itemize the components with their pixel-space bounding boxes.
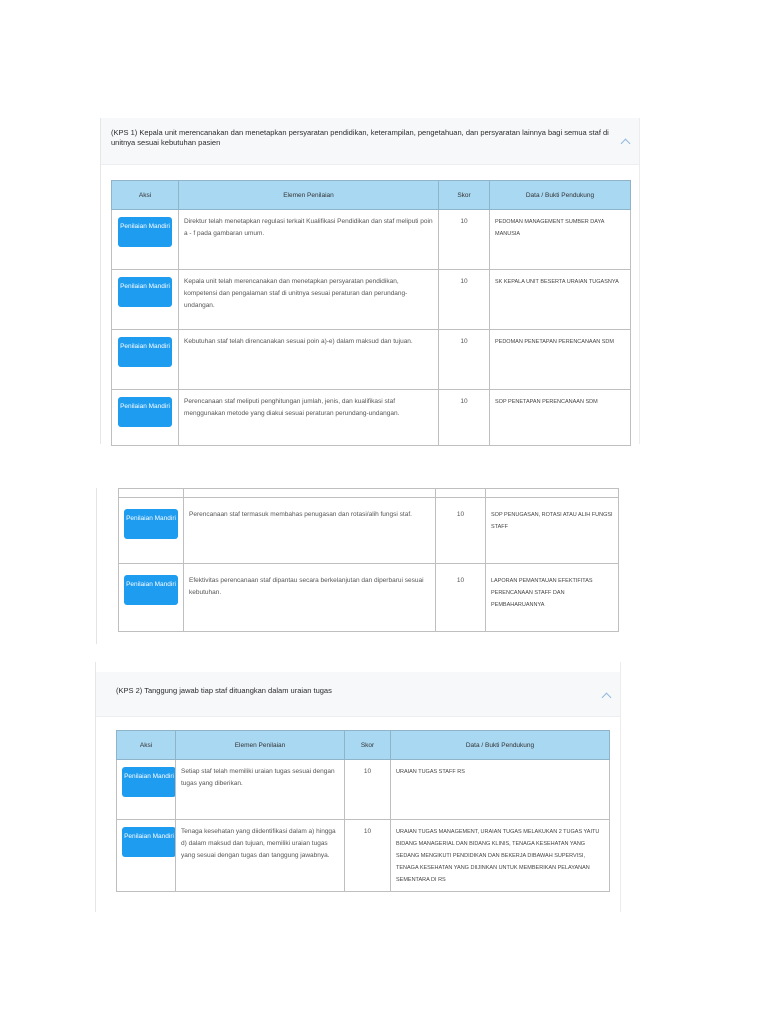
col-skor: Skor xyxy=(439,181,490,210)
data-cell: URAIAN TUGAS STAFF RS xyxy=(391,760,610,820)
table-header-row xyxy=(117,731,610,760)
aksi-cell xyxy=(117,760,176,820)
left-edge-line xyxy=(96,488,97,644)
kps1-title: (KPS 1) Kepala unit merencanakan dan menetapkan persyaratan pendidikan, keterampilan, pengetahuan, dan persyaratan lainnya bagi semua staf di unitnya sesuai kebutuhan pasien xyxy=(111,128,609,147)
kps1-continued-table xyxy=(118,488,619,632)
skor-cell: 10 xyxy=(345,820,391,892)
skor-cell: 10 xyxy=(436,564,486,632)
data-cell: PEDOMAN MANAGEMENT SUMBER DAYA MANUSIA xyxy=(490,210,631,270)
col-data: Data / Bukti Pendukung xyxy=(391,731,610,760)
kps1-panel xyxy=(100,118,640,444)
cut-cell xyxy=(486,489,619,498)
data-cell: LAPORAN PEMANTAUAN EFEKTIFITAS PERENCANAAN STAFF DAN PEMBAHARUANNYA xyxy=(486,564,619,632)
col-aksi: Aksi xyxy=(117,731,176,760)
aksi-cell xyxy=(112,390,179,446)
penilaian-mandiri-button[interactable]: Penilaian Mandiri xyxy=(122,767,176,797)
elemen-cell: Kepala unit telah merencanakan dan menetapkan persyaratan pendidikan, kompetensi dan pengalaman staf di unitnya sesuai peraturan dan perundang-undangan. xyxy=(179,270,439,330)
table-header-row xyxy=(112,181,631,210)
cut-cell xyxy=(119,489,184,498)
table-row xyxy=(112,210,631,270)
penilaian-mandiri-button[interactable]: Penilaian Mandiri xyxy=(118,337,172,367)
data-cell: SK KEPALA UNIT BESERTA URAIAN TUGASNYA xyxy=(490,270,631,330)
aksi-cell xyxy=(112,210,179,270)
cut-cell xyxy=(184,489,436,498)
col-data: Data / Bukti Pendukung xyxy=(490,181,631,210)
chevron-up-icon[interactable] xyxy=(621,139,631,149)
table-row xyxy=(112,330,631,390)
kps2-accordion-header[interactable] xyxy=(96,672,620,717)
elemen-cell: Kebutuhan staf telah direncanakan sesuai poin a)-e) dalam maksud dan tujuan. xyxy=(179,330,439,390)
data-cell: PEDOMAN PENETAPAN PERENCANAAN SDM xyxy=(490,330,631,390)
kps2-title: (KPS 2) Tanggung jawab tiap staf dituangkan dalam uraian tugas xyxy=(116,686,332,695)
skor-cell: 10 xyxy=(345,760,391,820)
aksi-cell xyxy=(119,564,184,632)
kps1-continued-panel xyxy=(96,488,628,644)
skor-cell: 10 xyxy=(439,330,490,390)
skor-cell: 10 xyxy=(439,390,490,446)
table-row xyxy=(112,270,631,330)
kps1-table xyxy=(111,180,631,446)
elemen-cell: Perencanaan staf meliputi penghitungan jumlah, jenis, dan kualifikasi staf menggunakan metode yang diakui sesuai peraturan perundang-undangan. xyxy=(179,390,439,446)
kps2-panel xyxy=(95,662,621,912)
penilaian-mandiri-button[interactable]: Penilaian Mandiri xyxy=(118,277,172,307)
table-row-top-cut xyxy=(119,489,619,498)
skor-cell: 10 xyxy=(439,210,490,270)
cut-cell xyxy=(436,489,486,498)
elemen-cell: Tenaga kesehatan yang diidentifikasi dalam a) hingga d) dalam maksud dan tujuan, memiliki uraian tugas yang sesuai dengan tugas dan tanggung jawabnya. xyxy=(176,820,345,892)
skor-cell: 10 xyxy=(436,498,486,564)
table-row xyxy=(117,760,610,820)
aksi-cell xyxy=(112,270,179,330)
data-cell: SOP PENUGASAN, ROTASI ATAU ALIH FUNGSI STAFF xyxy=(486,498,619,564)
penilaian-mandiri-button[interactable]: Penilaian Mandiri xyxy=(118,397,172,427)
table-row xyxy=(112,390,631,446)
col-aksi: Aksi xyxy=(112,181,179,210)
table-row xyxy=(119,498,619,564)
col-elemen: Elemen Penilaian xyxy=(176,731,345,760)
elemen-cell: Setiap staf telah memiliki uraian tugas sesuai dengan tugas yang diberikan. xyxy=(176,760,345,820)
table-row xyxy=(117,820,610,892)
skor-cell: 10 xyxy=(439,270,490,330)
col-elemen: Elemen Penilaian xyxy=(179,181,439,210)
elemen-cell: Efektivitas perencanaan staf dipantau secara berkelanjutan dan diperbarui sesuai kebutuhan. xyxy=(184,564,436,632)
kps1-accordion-header[interactable] xyxy=(101,118,639,165)
elemen-cell: Direktur telah menetapkan regulasi terkait Kualifikasi Pendidikan dan staf meliputi poin a - f pada gambaran umum. xyxy=(179,210,439,270)
table-row xyxy=(119,564,619,632)
kps2-table xyxy=(116,730,610,892)
penilaian-mandiri-button[interactable]: Penilaian Mandiri xyxy=(118,217,172,247)
chevron-up-icon[interactable] xyxy=(602,693,612,703)
col-skor: Skor xyxy=(345,731,391,760)
penilaian-mandiri-button[interactable]: Penilaian Mandiri xyxy=(122,827,176,857)
penilaian-mandiri-button[interactable]: Penilaian Mandiri xyxy=(124,575,178,605)
penilaian-mandiri-button[interactable]: Penilaian Mandiri xyxy=(124,509,178,539)
elemen-cell: Perencanaan staf termasuk membahas penugasan dan rotasi/alih fungsi staf. xyxy=(184,498,436,564)
aksi-cell xyxy=(119,498,184,564)
data-cell: URAIAN TUGAS MANAGEMENT, URAIAN TUGAS MELAKUKAN 2 TUGAS YAITU BIDANG MANAGERIAL DAN BIDANG KLINIS, TENAGA KESEHATAN YANG SEDANG MENGIKUTI PENDIDIKAN DAN BEKERJA DIBAWAH SUPERVISI, TENAGA KESEHATAN YANG DIIJINKAN UNTUK MEMBERIKAN PELAYANAN SEMENTARA DI RS xyxy=(391,820,610,892)
aksi-cell xyxy=(112,330,179,390)
data-cell: SOP PENETAPAN PERENCANAAN SDM xyxy=(490,390,631,446)
aksi-cell xyxy=(117,820,176,892)
